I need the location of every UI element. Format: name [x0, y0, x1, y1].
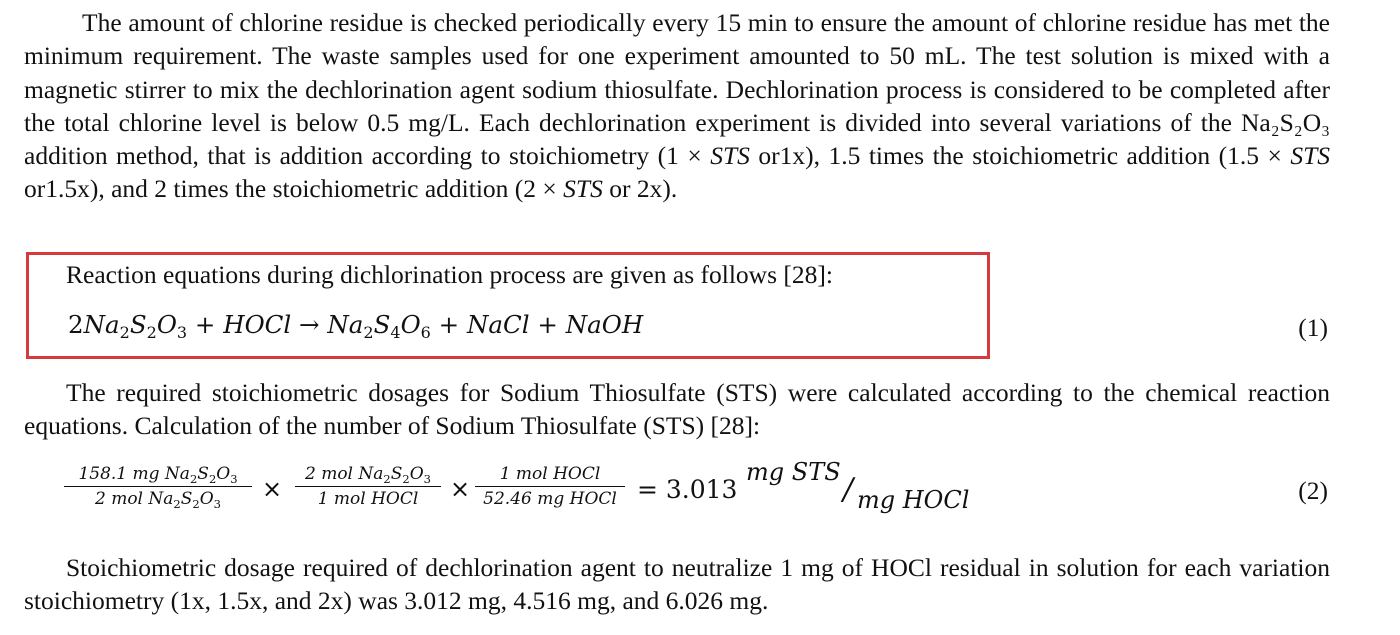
eq-term: S: [129, 310, 147, 339]
coefficient: 2: [68, 310, 84, 339]
multiply-sign: ×: [450, 475, 471, 503]
sts-symbol: STS: [710, 141, 750, 171]
equation-caption: Reaction equations during dichlorination process are given as follows [28]:: [66, 260, 833, 289]
eq-subscript: 2: [146, 323, 157, 342]
equation-number-1: (1): [1298, 313, 1328, 342]
eq-term: HOCl: [223, 310, 292, 339]
eq-subscript: 3: [176, 323, 188, 342]
eq-term: O: [400, 310, 421, 339]
paragraph-dosage-results: Stoichiometric dosage required of dechlorination agent to neutralize 1 mg of HOCl residual in solution for each variation stoichiometry (1x, 1.5x, and 2x) was 3.012 mg, 4.516 mg, and 6.026 mg.: [24, 553, 1330, 616]
reaction-equation: [68, 307, 643, 343]
eq-term: Na: [83, 310, 120, 339]
fraction-numerator: 158.1 mg $Na_2S_2O_3$: [64, 462, 252, 487]
fraction-numerator: 1 mol HOCl: [475, 462, 625, 487]
fraction-2: [295, 462, 441, 511]
fraction-denominator: 1 mol HOCl: [317, 489, 419, 509]
eq-subscript: 2: [119, 323, 130, 342]
paragraph-text: or1.5x), and 2 times the stoichiometric addition (2 ×: [24, 174, 564, 204]
eq-subscript: 6: [420, 323, 431, 342]
eq-subscript: 4: [390, 323, 401, 342]
multiply-sign: ×: [262, 475, 283, 503]
paragraph-stoichiometric-dosages: The required stoichiometric dosages for Sodium Thiosulfate (STS) were calculated according to the chemical reaction equations. Calculation of the number of Sodium Thiosulfate (STS) [28]:: [24, 378, 1330, 441]
reaction-arrow-icon: →: [291, 310, 328, 339]
eq-term: S: [373, 310, 391, 339]
plus-sign: +: [529, 310, 566, 339]
sts-symbol: STS: [1290, 141, 1330, 171]
sts-symbol: STS: [563, 174, 603, 204]
equation-result: = 3.013: [637, 475, 738, 504]
fraction-1: [64, 462, 252, 511]
plus-sign: +: [187, 310, 224, 339]
paragraph-text: or1x), 1.5 times the stoichiometric addition (1.5 ×: [749, 141, 1291, 171]
paragraph-text: The amount of chlorine residue is checked periodically every 15 min to ensure the amount of chlorine residue has met the minimum requirement. The waste samples used for one experiment amounted to 50 mL. The test solution is mixed with a magnetic stirrer to mix the dechlorination agent sodium thiosulfate. Dechlorination process is considered to be completed after the total chlorine level is below 0.5 mg/L. Each dechlorination experiment is divided into several variations of the Na₂S₂O₃ addition method, that is addition according to stoichiometry (1 ×: [24, 8, 1330, 171]
unit-denominator: mg HOCl: [857, 486, 970, 514]
eq-term: NaCl: [466, 310, 530, 339]
unit-slash: /: [843, 472, 854, 507]
eq-term: Na: [327, 310, 364, 339]
unit-numerator: mg STS: [746, 458, 841, 486]
fraction-denominator: 2 mol $Na_2S_2O_3$: [94, 489, 221, 511]
equation-number-2: (2): [1298, 476, 1328, 505]
fraction-3: [475, 462, 625, 511]
fraction-denominator: 52.46 mg HOCl: [483, 489, 617, 509]
eq-term: NaOH: [565, 310, 644, 339]
eq-term: O: [156, 310, 177, 339]
plus-sign: +: [430, 310, 467, 339]
fraction-numerator: 2 mol $Na_2S_2O_3$: [295, 462, 441, 487]
eq-subscript: 2: [363, 323, 374, 342]
paragraph-text: or 2x).: [602, 174, 678, 204]
paragraph-chlorine-residue: [24, 6, 1330, 206]
